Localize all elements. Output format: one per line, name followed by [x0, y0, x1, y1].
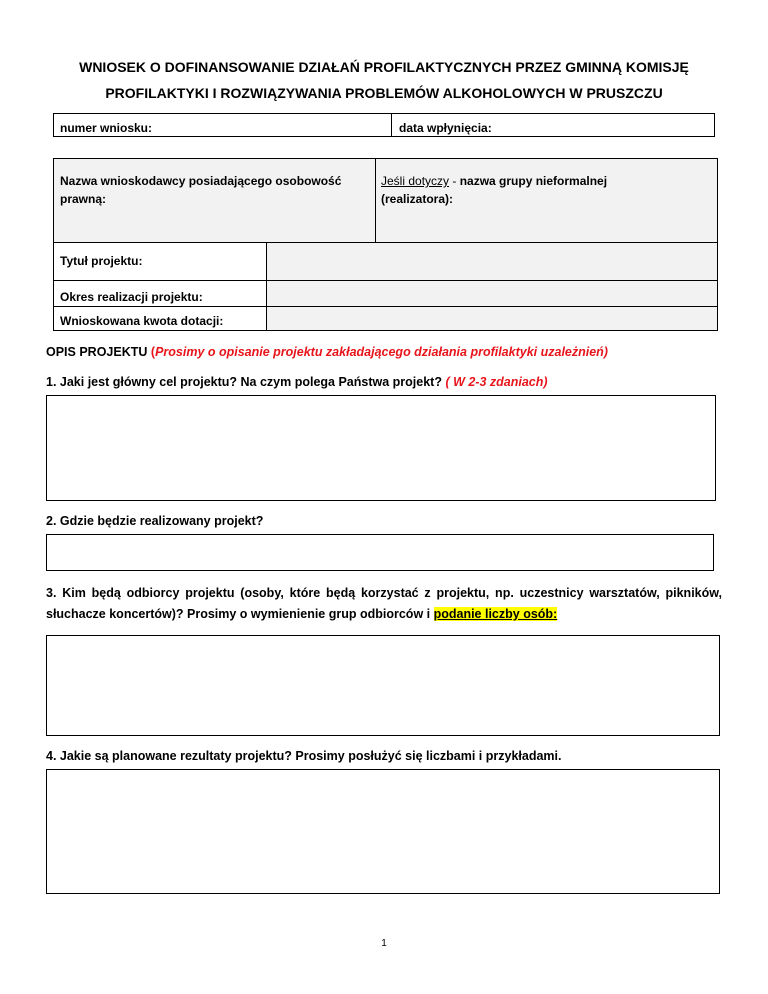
application-date-field[interactable] — [520, 116, 710, 134]
application-number-label: numer wniosku: — [60, 121, 153, 135]
application-number-field[interactable] — [170, 116, 384, 134]
question-2: 2. Gdzie będzie realizowany projekt? — [46, 514, 264, 528]
informal-group-label-line-1 — [381, 172, 607, 190]
informal-group-text: nazwa grupy nieformalnej — [459, 174, 608, 188]
applicant-name-label-line-2: prawną: — [60, 192, 107, 206]
title-line-2: PROFILAKTYKI I ROZWIĄZYWANIA PROBLEMÓW ALKOHOLOWYCH W PRUSZCZU — [105, 85, 663, 101]
project-title-label: Tytuł projektu: — [60, 254, 143, 268]
answer-3-textarea[interactable] — [46, 635, 720, 736]
applicant-divider — [375, 158, 376, 243]
applicant-name-field[interactable] — [60, 212, 368, 238]
answer-4-textarea[interactable] — [46, 769, 720, 894]
header-row-divider — [391, 113, 392, 137]
question-4: 4. Jakie są planowane rezultaty projektu? Prosimy posłużyć się liczbami i przykładami. — [46, 749, 562, 763]
title-line-1: WNIOSEK O DOFINANSOWANIE DZIAŁAŃ PROFILAKTYCZNYCH PRZEZ GMINNĄ KOMISJĘ — [79, 59, 689, 75]
page-title — [20, 54, 748, 106]
question-1 — [46, 372, 722, 393]
dash-text: - — [449, 174, 460, 188]
informal-group-label-line-2: (realizatora): — [381, 192, 454, 206]
answer-1-textarea[interactable] — [46, 395, 716, 501]
requested-amount-field[interactable] — [267, 307, 717, 330]
question-3-highlight: podanie liczby osób: — [433, 607, 558, 621]
description-heading-text: OPIS PROJEKTU — [46, 345, 148, 359]
description-note: Prosimy o opisanie projektu zakładającego działania profilaktyki uzależnień) — [155, 345, 608, 359]
informal-group-label — [381, 172, 607, 208]
if-applicable-text: Jeśli dotyczy — [381, 174, 450, 188]
question-1-text: 1. Jaki jest główny cel projektu? Na czym polega Państwa projekt? — [46, 375, 446, 389]
project-description-heading — [46, 342, 608, 362]
informal-group-field[interactable] — [381, 212, 711, 238]
application-date-label: data wpłynięcia: — [399, 121, 492, 135]
description-paren: ( — [147, 345, 156, 359]
question-3 — [46, 583, 722, 625]
project-title-field[interactable] — [267, 243, 717, 280]
question-3-text: 3. Kim będą odbiorcy projektu (osoby, które będą korzystać z projektu, np. uczestnicy warsztatów, pikników, słuchacze koncertów)? Prosimy o wymienienie grup odbiorców i — [46, 586, 722, 621]
project-period-field[interactable] — [267, 281, 717, 306]
question-1-note: ( W 2-3 zdaniach) — [445, 375, 548, 389]
answer-2-textarea[interactable] — [46, 534, 714, 571]
requested-amount-label: Wnioskowana kwota dotacji: — [60, 314, 224, 328]
project-period-label: Okres realizacji projektu: — [60, 290, 203, 304]
page-number: 1 — [381, 938, 387, 949]
applicant-name-label-line-1: Nazwa wnioskodawcy posiadającego osobowość — [60, 174, 342, 188]
applicant-name-label — [60, 172, 341, 208]
